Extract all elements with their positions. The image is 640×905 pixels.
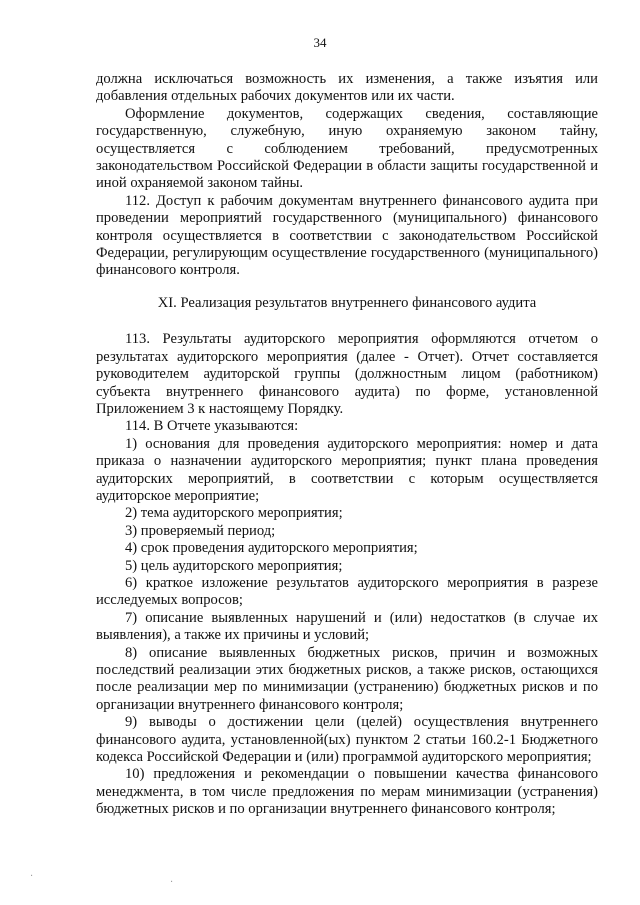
list-item-10: 10) предложения и рекомендации о повышении качества финансового менеджмента, в том числе предложения по мерам минимизации (устранения) бюджетных рисков и по организации внутреннего финансового контроля; [96, 766, 598, 818]
list-item-7: 7) описание выявленных нарушений и (или) недостатков (в случае их выявления), а также их причины и условий; [96, 609, 598, 644]
list-item-5: 5) цель аудиторского мероприятия; [125, 557, 343, 574]
list-item-6: 6) краткое изложение результатов аудиторского мероприятия в разрезе исследуемых вопросов; [96, 574, 598, 609]
list-item-3: 3) проверяемый период; [125, 522, 276, 539]
list-item-9: 9) выводы о достижении цели (целей) осуществления внутреннего финансового аудита, установленной(ых) пунктом 2 статьи 160.2-1 Бюджетного кодекса Российской Федерации и (или) программой аудиторского мероприятия; [96, 714, 598, 766]
paragraph-114: 114. В Отчете указываются: [125, 418, 299, 435]
list-item-4: 4) срок проведения аудиторского мероприятия; [125, 540, 418, 557]
list-item-8: 8) описание выявленных бюджетных рисков, причин и возможных последствий реализации этих бюджетных рисков, а также рисков, остающихся после реализации мер по минимизации (устранению) бюджетных рисков и по организации внутреннего финансового контроля; [96, 644, 598, 713]
paragraph-continuation: должна исключаться возможность их изменения, а также изъятия или добавления отдельных рабочих документов или их части. [96, 71, 598, 105]
paragraph-secret-documents: Оформление документов, содержащих сведения, составляющие государственную, служебную, иную охраняемую законом тайну, осуществляется с соблюдением требований, предусмотренных законодательством Российской Федерации в области защиты государственной и иной охраняемой законом тайны. [96, 105, 598, 192]
page-number: 34 [313, 35, 327, 50]
list-item-1: 1) основания для проведения аудиторского мероприятия: номер и дата приказа о назначении аудиторского мероприятия; пункт плана проведения аудиторских мероприятий, в соответствии с которым осуществляется аудиторское мероприятие; [96, 435, 598, 504]
list-item-2: 2) тема аудиторского мероприятия; [125, 505, 343, 522]
document-body [96, 71, 598, 819]
section-heading: XI. Реализация результатов внутреннего финансового аудита [157, 294, 537, 311]
paragraph-113: 113. Результаты аудиторского мероприятия оформляются отчетом о результатах аудиторского мероприятия (далее - Отчет). Отчет составляется руководителем аудиторской группы (должностным лицом (работником) субъекта внутреннего финансового аудита) по форме, установленной Приложением 3 к настоящему Порядку. [96, 331, 598, 417]
scan-dot: · [170, 877, 174, 888]
scan-dot: · [30, 871, 34, 882]
paragraph-112: 112. Доступ к рабочим документам внутреннего финансового аудита при проведении мероприятий государственного (муниципального) финансового контроля осуществляется в соответствии с законодательством Российской Федерации, регулирующим осуществление государственного (муниципального) финансового контроля. [96, 192, 598, 279]
